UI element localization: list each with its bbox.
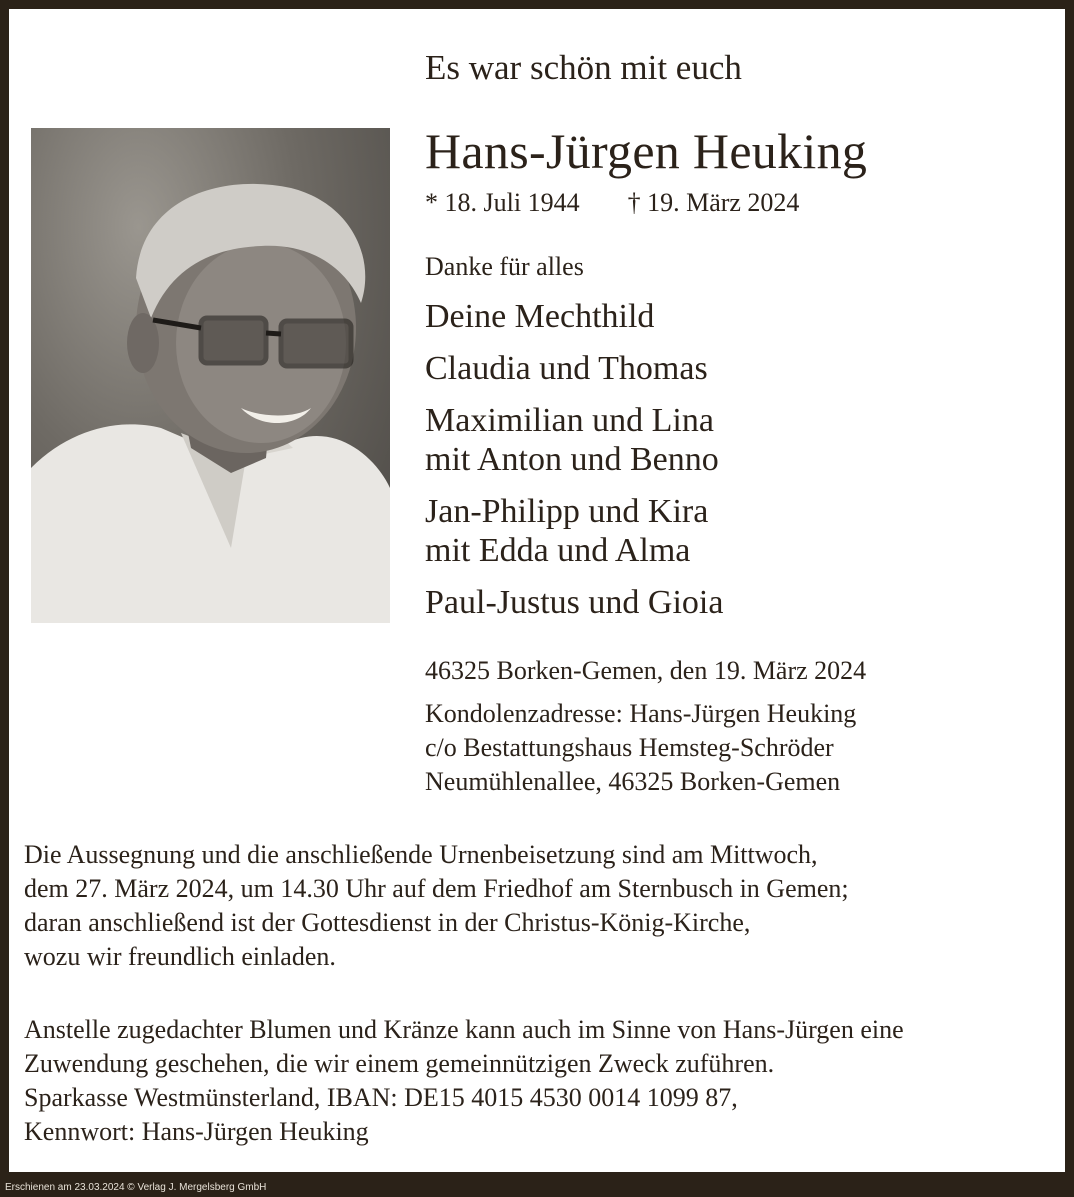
condolence-line: c/o Bestattungshaus Hemsteg-Schröder [425, 733, 834, 762]
life-dates [425, 187, 799, 218]
donation-line: Zuwendung geschehen, die wir einem gemeinnützigen Zweck zuführen. [24, 1049, 775, 1078]
family-line: Deine Mechthild [425, 298, 655, 335]
publication-footer: Erschienen am 23.03.2024 © Verlag J. Mergelsberg GmbH [5, 1182, 267, 1193]
condolence-line: Neumühlenallee, 46325 Borken-Gemen [425, 767, 841, 796]
family-entry [425, 583, 723, 622]
deceased-name: Hans-Jürgen Heuking [425, 123, 868, 179]
donation-line: Kennwort: Hans-Jürgen Heuking [24, 1117, 369, 1146]
donation-paragraph [24, 1013, 904, 1149]
portrait-illustration [31, 128, 390, 623]
birth-date: * 18. Juli 1944 [425, 188, 580, 217]
family-list [425, 297, 723, 635]
family-line: Maximilian und Lina [425, 402, 714, 439]
ceremony-line: wozu wir freundlich einladen. [24, 942, 336, 971]
family-entry [425, 349, 723, 388]
family-line: Jan-Philipp und Kira [425, 493, 709, 530]
family-line: Claudia und Thomas [425, 350, 708, 387]
family-entry [425, 297, 723, 336]
family-entry [425, 492, 723, 570]
donation-line: Sparkasse Westmünsterland, IBAN: DE15 4015 4530 0014 1099 87, [24, 1083, 738, 1112]
thanks-line: Danke für alles [425, 252, 584, 281]
ceremony-paragraph [24, 838, 849, 974]
motto: Es war schön mit euch [425, 48, 742, 87]
condolence-address [425, 697, 856, 799]
family-line: Paul-Justus und Gioia [425, 584, 724, 621]
portrait-photo [31, 128, 390, 623]
donation-line: Anstelle zugedachter Blumen und Kränze kann auch im Sinne von Hans-Jürgen eine [24, 1015, 904, 1044]
family-entry [425, 401, 723, 479]
place-date: 46325 Borken-Gemen, den 19. März 2024 [425, 656, 867, 685]
death-date: † 19. März 2024 [627, 188, 800, 217]
ceremony-line: daran anschließend ist der Gottesdienst in der Christus-König-Kirche, [24, 908, 751, 937]
family-line: mit Edda und Alma [425, 532, 691, 569]
ceremony-line: dem 27. März 2024, um 14.30 Uhr auf dem Friedhof am Sternbusch in Gemen; [24, 874, 849, 903]
ceremony-line: Die Aussegnung und die anschließende Urnenbeisetzung sind am Mittwoch, [24, 840, 818, 869]
condolence-line: Kondolenzadresse: Hans-Jürgen Heuking [425, 699, 857, 728]
obituary-notice [9, 9, 1065, 1172]
family-line: mit Anton und Benno [425, 441, 719, 478]
